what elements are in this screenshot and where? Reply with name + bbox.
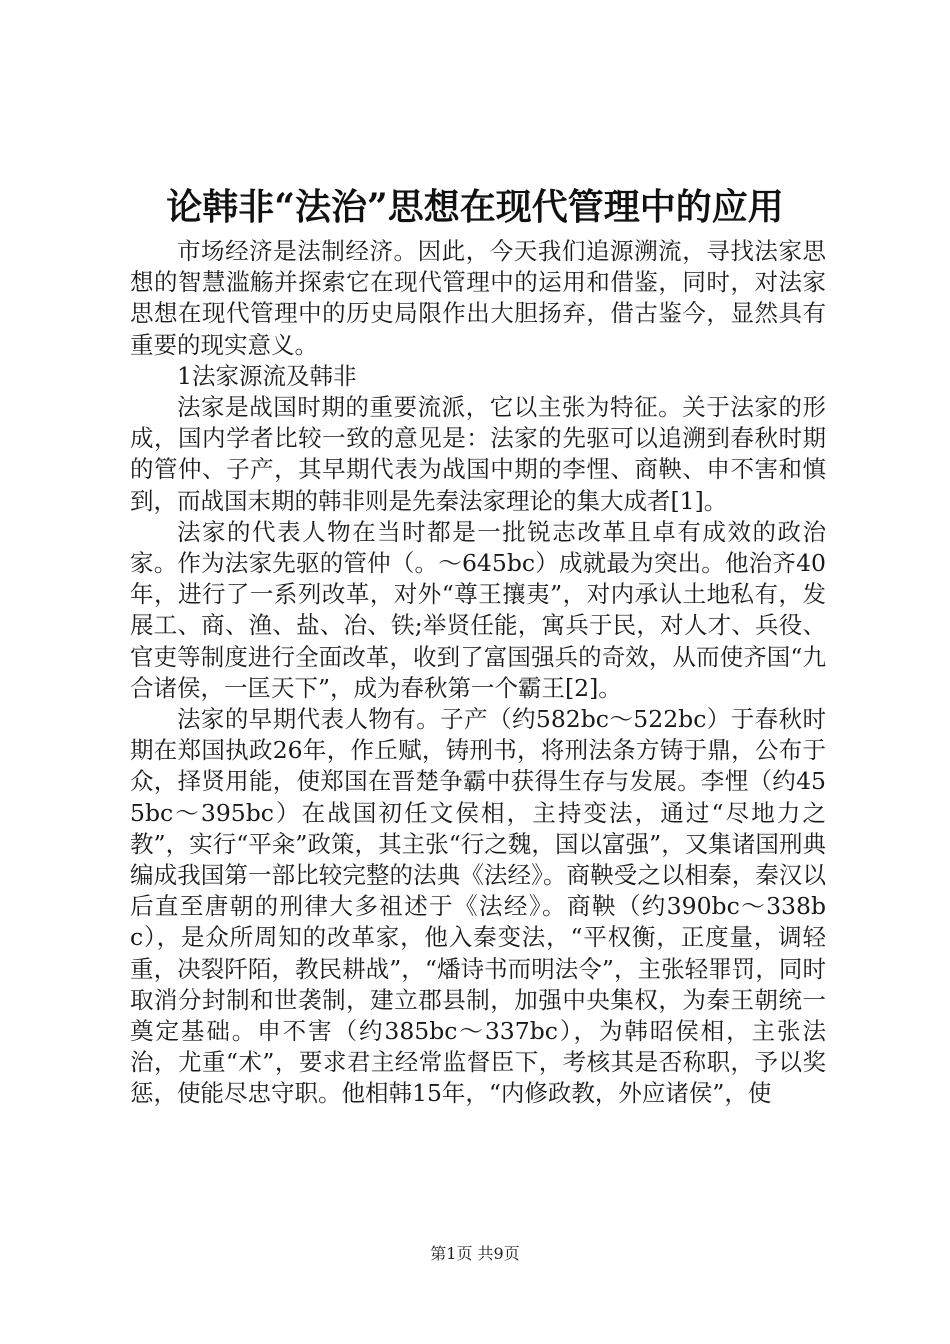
paragraph-guanzhong: 法家的代表人物在当时都是一批锐志改革且卓有成效的政治家。作为法家先驱的管仲（。～645bc）成就最为突出。他治齐40年，进行了一系列改革，对外“尊王攘夷”，对内承认土地私有，发展工、商、渔、盐、冶、铁;举贤任能，寓兵于民，对人才、兵役、官吏等制度进行全面改革，收到了富国强兵的奇效，从而使齐国“九合诸侯，一匡天下”，成为春秋第一个霸王[2]。 xyxy=(130,517,826,702)
paragraph-early-representatives: 法家的早期代表人物有。子产（约582bc～522bc）于春秋时期在郑国执政26年，作丘赋，铸刑书，将刑法条方铸于鼎，公布于众，择贤用能，使郑国在晋楚争霸中获得生存与发展。李悝（约455bc～395bc）在战国初任文侯相，主持变法，通过“尽地力之教”，实行“平籴”政策，其主张“行之魏，国以富强”，又集诸国刑典编成我国第一部比较完整的法典《法经》。商鞅受之以相秦，秦汉以后直至唐朝的刑律大多祖述于《法经》。商鞅（约390bc～338bc），是众所周知的改革家，他入秦变法，“平权衡，正度量，调轻重，决裂阡陌，教民耕战”，“燔诗书而明法令”，主张轻罪罚，同时取消分封制和世袭制，建立郡县制，加强中央集权，为秦王朝统一奠定基础。申不害（约385bc～337bc），为韩昭侯相，主张法治，尤重“术”，要求君主经常监督臣下，考核其是否称职，予以奖惩，使能尽忠守职。他相韩15年，“内修政教，外应诸侯”，使 xyxy=(130,705,826,1108)
document-title: 论韩非“法治”思想在现代管理中的应用 xyxy=(166,186,784,228)
paragraph-origin: 法家是战国时期的重要流派，它以主张为特征。关于法家的形成，国内学者比较一致的意见是：法家的先驱可以追溯到春秋时期的管仲、子产，其早期代表为战国中期的李悝、商鞅、申不害和慎到，而战国末期的韩非则是先秦法家理论的集大成者[1]。 xyxy=(130,393,826,515)
document-body xyxy=(130,236,826,1110)
page-footer: 第1页 共9页 xyxy=(430,1244,520,1263)
paragraph-intro: 市场经济是法制经济。因此，今天我们追源溯流，寻找法家思想的智慧滥觞并探索它在现代管理中的运用和借鉴，同时，对法家思想在现代管理中的历史局限作出大胆扬弃，借古鉴今，显然具有重要的现实意义。 xyxy=(130,237,826,359)
section-heading: 1法家源流及韩非 xyxy=(177,361,357,390)
